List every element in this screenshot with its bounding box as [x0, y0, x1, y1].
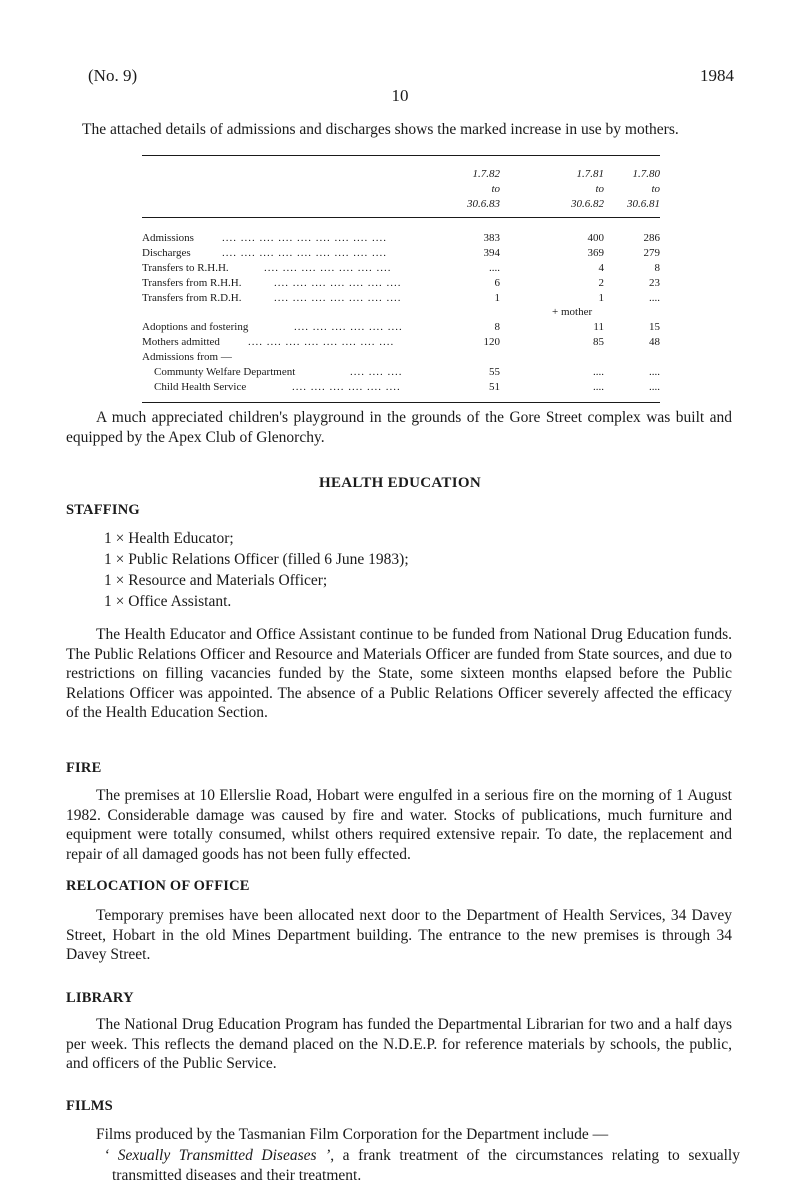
library-paragraph: The National Drug Education Program has funded the Departmental Librarian for two and a half days per week. This reflects the demand placed on the N.D.E.P. for reference materials by schools, the public, and officers of the Public Service. [66, 1016, 732, 1072]
table-header-rule [142, 217, 660, 218]
table-row: Admissions .... .... .... .... .... .... .... .... .... 383 400 286 [142, 232, 660, 244]
page-number: 10 [391, 86, 409, 105]
intro-paragraph: The attached details of admissions and discharges shows the marked increase in use by mothers. [82, 121, 679, 138]
film-description: , a frank treatment of the circumstances relating to sexually transmitted diseases and their treatment. [112, 1147, 740, 1184]
films-intro: Films produced by the Tasmanian Film Corporation for the Department include — [96, 1126, 609, 1143]
mother-note: + mother [552, 306, 593, 318]
table-row: Transfers from R.H.H. .... .... .... .... .... .... .... 6 2 23 [142, 277, 660, 289]
table-bottom-rule [142, 402, 660, 403]
staffing-heading: STAFFING [66, 502, 140, 518]
relocation-paragraph: Temporary premises have been allocated next door to the Department of Health Services, 34 Davey Street, Hobart in the old Mines Department building. The entrance to the new premises is through 34 Davey Street. [66, 907, 732, 963]
films-heading: FILMS [66, 1098, 113, 1114]
table-row: Transfers from R.D.H. .... .... .... .... .... .... .... 1 1 .... [142, 292, 660, 304]
funding-paragraph: The Health Educator and Office Assistant continue to be funded from National Drug Education funds. The Public Relations Officer and Resource and Materials Officer are funded from State sources, and due to restrictions on filling vacancies funded by the State, some sixteen months elapsed before the Public Relations Officer was appointed. The absence of a Public Relations Officer severely affected the efficacy of the Health Education Section. [66, 626, 732, 721]
report-year: 1984 [700, 66, 734, 85]
list-item: 1 × Public Relations Officer (filled 6 June 1983); [104, 551, 409, 568]
film-title: ‘ Sexually Transmitted Diseases ’ [104, 1147, 331, 1164]
library-heading: LIBRARY [66, 990, 134, 1006]
column-header-1983: 1.7.82 to 30.6.83 [467, 168, 500, 210]
table-row: Mothers admitted .... .... .... .... .... .... .... .... 120 85 48 [142, 336, 660, 348]
table-row: Child Health Service .... .... .... .... .... .... 51 .... .... [154, 381, 660, 393]
table-row: Adoptions and fostering .... .... .... .... .... .... 8 11 15 [142, 321, 660, 333]
films-item [104, 1146, 740, 1185]
staff-list [104, 528, 409, 612]
table-row: Admissions from — [142, 351, 232, 363]
fire-heading: FIRE [66, 760, 102, 776]
report-number: (No. 9) [88, 66, 138, 85]
list-item: 1 × Resource and Materials Officer; [104, 572, 328, 589]
fire-paragraph: The premises at 10 Ellerslie Road, Hobart were engulfed in a serious fire on the morning of 1 August 1982. Considerable damage was caused by fire and water. Stocks of publications, much furniture and equipment were totally consumed, whilst others required extensive repair. To date, the replacement and repair of all damaged goods has not been fully effected. [66, 787, 732, 863]
list-item: 1 × Office Assistant. [104, 593, 232, 610]
playground-paragraph: A much appreciated children's playground in the grounds of the Gore Street complex was built and equipped by the Apex Club of Glenorchy. [66, 409, 732, 446]
health-education-heading: HEALTH EDUCATION [319, 475, 481, 491]
relocation-heading: RELOCATION OF OFFICE [66, 878, 250, 894]
table-top-rule [142, 155, 660, 156]
list-item: 1 × Health Educator; [104, 530, 234, 547]
column-header-1981: 1.7.80 to 30.6.81 [627, 168, 660, 210]
table-row: Transfers to R.H.H. .... .... .... .... .... .... .... .... 4 8 [142, 262, 660, 274]
column-header-1982: 1.7.81 to 30.6.82 [571, 168, 604, 210]
table-row: Discharges .... .... .... .... .... .... .... .... .... 394 369 279 [142, 247, 660, 259]
table-row: Communty Welfare Department .... .... .... 55 .... .... [154, 366, 660, 378]
